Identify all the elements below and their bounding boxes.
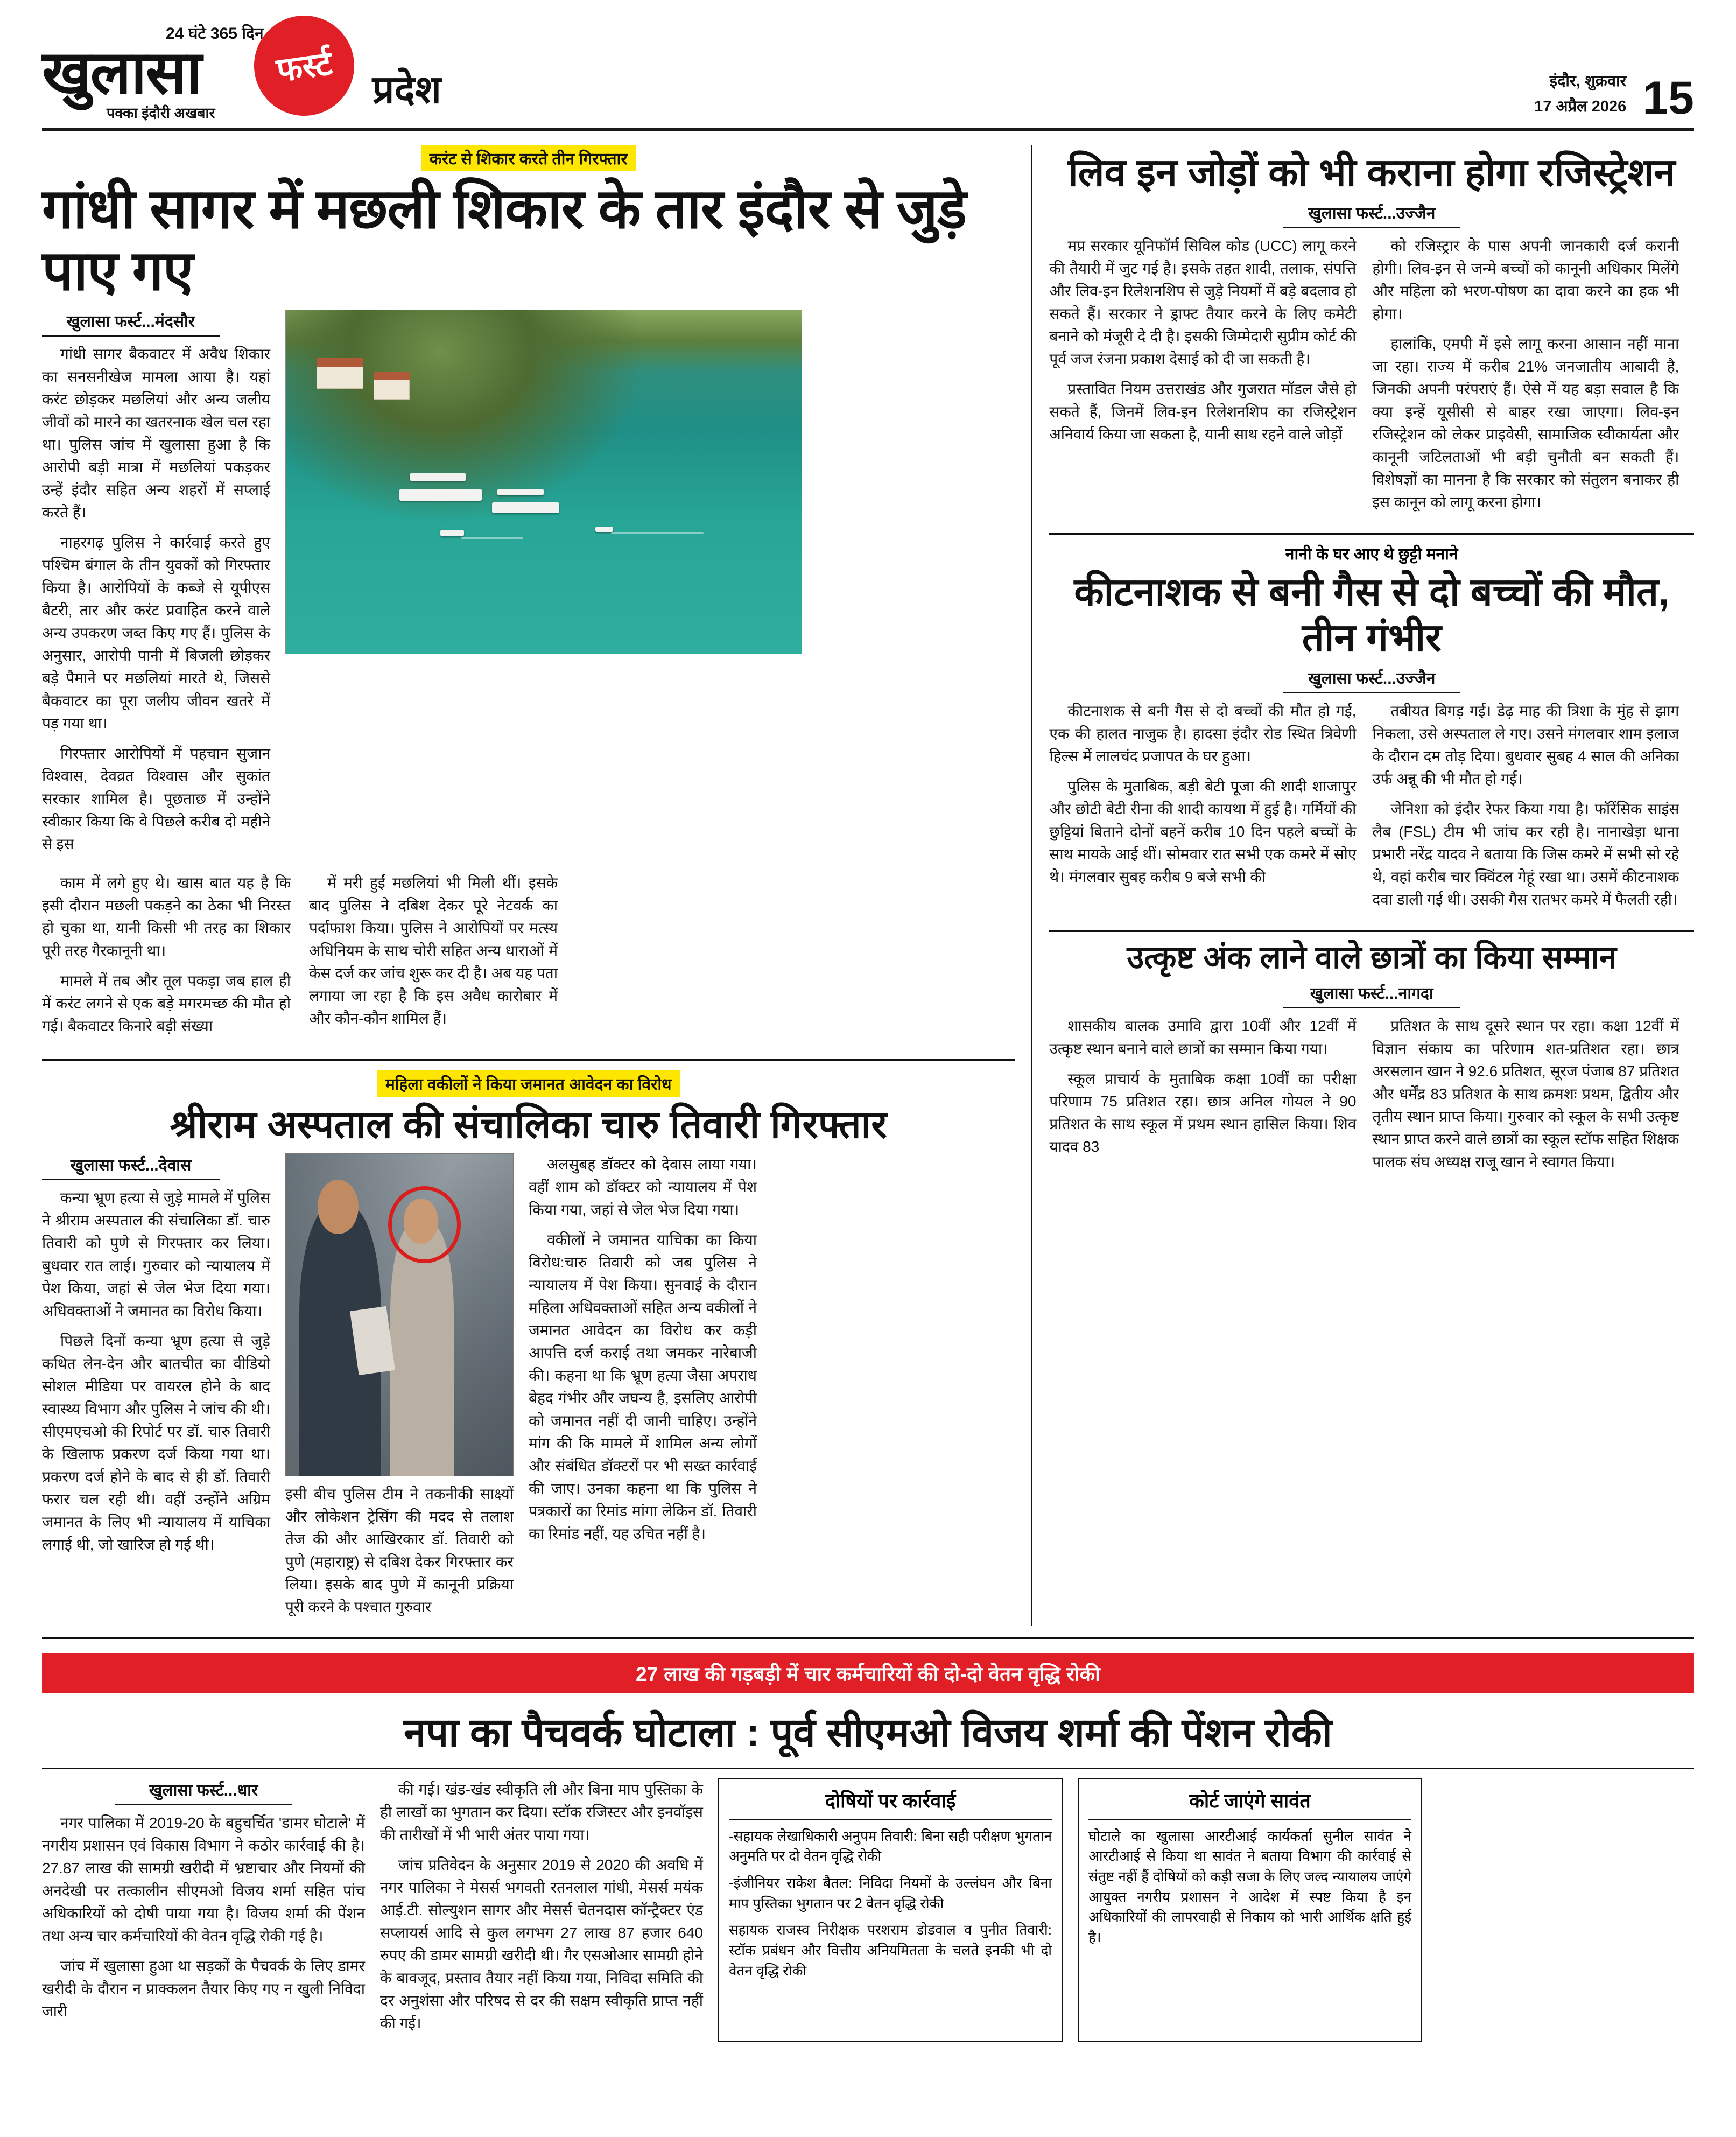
ucc-headline: लिव इन जोड़ों को भी कराना होगा रजिस्ट्रेशन (1068, 151, 1676, 195)
box-action-title: दोषियों पर कार्रवाई (825, 1789, 956, 1812)
edition-date: 17 अप्रैल 2026 (1534, 97, 1627, 115)
divider-2 (1049, 930, 1694, 932)
lead-byline: खुलासा फर्स्ट...मंदसौर (42, 310, 220, 337)
students-para-2: स्कूल प्राचार्य के मुताबिक कक्षा 10वीं का परीक्षा परिणाम 75 प्रतिशत रहा। छात्र अनिल गोयल ने 90 प्रतिशत के साथ स्कूल में प्रथम स्थान हासिल किया। शिव यादव 83 (1049, 1070, 1357, 1155)
bottom-grid (42, 1768, 1694, 2042)
mid-col-3 (529, 1153, 757, 1626)
ucc-para-3: को रजिस्ट्रार के पास अपनी जानकारी दर्ज करानी होगी। लिव-इन से जन्मे बच्चों को कानूनी अधिकार मिलेंगे और महिला को भरण-पोषण का दावा करने का हक भी होगा। (1372, 237, 1679, 322)
mid-headline: श्रीराम अस्पताल की संचालिका चारु तिवारी गिरफ्तार (170, 1103, 887, 1146)
bottom-headline: नपा का पैचवर्क घोटाला : पूर्व सीएमओ विजय शर्मा की पेंशन रोकी (404, 1709, 1332, 1755)
gandhi-sagar-photo (285, 310, 802, 654)
masthead-logo-group (42, 22, 441, 122)
masthead-meta (1534, 69, 1694, 122)
bottom-para-1: नगर पालिका में 2019-20 के बहुचर्चित 'डामर घोटाले' में नगरीय प्रशासन एवं विकास विभाग ने कठोर कार्रवाई की है। 27.87 लाख की सामग्री खरीदी में भ्रष्टाचार और नियमों की अनदेखी पर तत्कालीन सीएमओ विजय शर्मा सहित पांच अधिकारियों को दोषी पाया गया है। विजय शर्मा की पेंशन तथा अन्य चार कर्मचारियों की वेतन वृद्धि रोकी गई है। (42, 1814, 365, 1944)
gas-para-1: कीटनाशक से बनी गैस से दो बच्चों की मौत हो गई, एक की हालत नाजुक है। हादसा इंदौर रोड स्थित त्रिवेणी हिल्स में लालचंद प्रजापत के घर हुआ। (1049, 702, 1357, 765)
bottom-para-4: जांच प्रतिवेदन के अनुसार 2019 से 2020 की अवधि में नगर पालिका ने मेसर्स भगवती रतनलाल गांधी, मेसर्स मयंक आई.टी. सोल्युशन सागर और मेसर्स चेतनदास कॉन्ट्रैक्टर एंड सप्लायर्स आदि से कुल लगभग 27 लाख 87 हजार 640 रुपए की डामर सामग्री खरीदी थी। गैर एसओआर सामग्री होने के बावजूद, प्रस्ताव तैयार नहीं किया गया, निविदा समिति की दर अनुशंसा और परिषद से दर की सक्षम स्वीकृति प्राप्त नहीं की गई। (380, 1856, 703, 2031)
mid-byline: खुलासा फर्स्ट...देवास (42, 1153, 220, 1180)
lead-byline-box (42, 310, 220, 337)
students-headline: उत्कृष्ट अंक लाने वाले छात्रों का किया सम्मान (1127, 940, 1616, 975)
bottom-col-1 (42, 1778, 365, 2042)
ucc-body (1049, 235, 1694, 521)
mid-body (42, 1153, 1015, 1626)
box-court-rule (1088, 1819, 1411, 1820)
ucc-col-2 (1372, 235, 1679, 521)
right-story-ucc (1049, 150, 1694, 521)
edition-date-block (1534, 69, 1626, 119)
gas-col-1 (1049, 700, 1356, 919)
mid-byline-box (42, 1153, 220, 1180)
lead-story (42, 145, 1015, 1045)
bottom-banner: 27 लाख की गड़बड़ी में चार कर्मचारियों की दो-दो वेतन वृद्धि रोकी (42, 1653, 1694, 1693)
lead-kicker: करंट से शिकार करते तीन गिरफ्तार (421, 145, 636, 171)
masthead (42, 22, 1694, 131)
edition-place-day: इंदौर, शुक्रवार (1549, 73, 1627, 90)
lead-headline: गांधी सागर में मछली शिकार के तार इंदौर से जुड़े पाए गए (42, 178, 967, 302)
bottom-para-2: जांच में खुलासा हुआ था सड़कों के पैचवर्क के लिए डामर खरीदी के दौरान न प्राक्कलन तैयार किए गए न खुली निविदा जारी (42, 1957, 365, 2020)
gas-body (1049, 700, 1694, 919)
lead-para-5: मामले में तब और तूल पकड़ा जब हाल ही में करंट लगने से एक बड़े मगरमच्छ की मौत हो गई। बैकवाटर किनारे बड़ी संख्या (42, 972, 291, 1034)
ucc-byline: खुलासा फर्स्ट...उज्जैन (1283, 201, 1460, 228)
right-story-students (1049, 940, 1694, 1181)
mid-para-4: वकीलों ने जमानत याचिका का किया विरोध:चारु तिवारी को जब पुलिस ने न्यायालय में पेश किया। सुनवाई के दौरान महिला अधिवक्ताओं सहित अन्य वकीलों ने जमानत आवेदन का विरोध कर कड़ी आपत्ति दर्ज कराई तथा जमकर नारेबाजी की। कहना था कि भ्रूण हत्या जैसा अपराध बेहद गंभीर और जघन्य है, इसलिए आरोपी को जमानत नहीं दी जानी चाहिए। उन्होंने मांग की कि मामले में शामिल अन्य लोगों और संबंधित डॉक्टरों पर भी सख्त कार्रवाई की जाए। उनका कहना था कि पुलिस ने पत्रकारों का रिमांड मांगा लेकिन डॉ. तिवारी का रिमांड नहीं, यह उचित नहीं है। (529, 1231, 757, 1542)
gas-byline: खुलासा फर्स्ट...उज्जैन (1283, 667, 1460, 693)
left-column (42, 145, 1032, 1626)
box-court-item-1: घोटाले का खुलासा आरटीआई कार्यकर्ता सुनील सावंत ने आरटीआई से किया था सावंत ने बताया विभाग की कार्रवाई से संतुष्ट नहीं हैं दोषियों को कड़ी सजा के लिए जल्द न्यायालय जाएंगे आयुक्त नगरीय प्रशासन ने आदेश में स्पष्ट किया है इन अधिकारियों की लापरवाही से निकाय को भारी आर्थिक क्षति हुई है। (1088, 1827, 1411, 1946)
lead-para-4: काम में लगे हुए थे। खास बात यह है कि इसी दौरान मछली पकड़ने का ठेका भी निरस्त हो चुका था, यानी किसी भी तरह का शिकार पूरी तरह गैरकानूनी था। (42, 874, 291, 959)
masthead-title: खुलासा (42, 39, 201, 106)
ucc-para-1: मप्र सरकार यूनिफॉर्म सिविल कोड (UCC) लागू करने की तैयारी में जुट गई है। इसके तहत शादी, तलाक, संपत्ति और लिव-इन रिलेशनशिप से जुड़े नियमों में बड़े बदलाव हो सकते हैं। सरकार ने ड्राफ्ट तैयार करने के लिए कमेटी बनाने को मंजूरी दे दी है। इसकी जिम्मेदारी सुप्रीम कोर्ट की पूर्व जज रंजना प्रकाश देसाई को दी जा सकती है। (1049, 237, 1357, 367)
lead-text-column (42, 310, 270, 863)
box-action-item-3: सहायक राजस्व निरीक्षक परशराम डोडवाल व पुनीत तिवारी: स्टॉक प्रबंधन और वित्तीय अनियमितता के चलते इनकी भी दो वेतन वृद्धि रोकी (729, 1922, 1052, 1979)
box-court-title: कोर्ट जाएंगे सावंत (1189, 1789, 1311, 1812)
box-action-item-2: -इंजीनियर राकेश बैतल: निविदा नियमों के उल्लंघन और बिना माप पुस्तिका भुगतान पर 2 वेतन वृद्धि रोकी (729, 1875, 1052, 1911)
mid-story (42, 1059, 1015, 1626)
mid-para-2: पिछले दिनों कन्या भ्रूण हत्या से जुड़े कथित लेन-देन और बातचीत का वीडियो सोशल मीडिया पर वायरल होने के बाद स्वास्थ्य विभाग और पुलिस ने जांच की थी। सीएमएचओ की रिपोर्ट पर डॉ. चारु तिवारी के खिलाफ प्रकरण दर्ज किया गया था। प्रकरण दर्ज होने के बाद से ही डॉ. तिवारी फरार चल रही थी। वहीं उन्होंने अग्रिम जमानत के लिए भी न्यायालय में याचिका लगाई थी, जो खारिज हो गई थी। (42, 1332, 270, 1553)
bottom-byline-box (115, 1778, 292, 1805)
gas-col-2 (1372, 700, 1679, 919)
masthead-stamp-badge: फर्स्ट (248, 9, 361, 122)
box-action-item-1: -सहायक लेखाधिकारी अनुपम तिवारी: बिना सही परीक्षण भुगतान अनुमति पर दो वेतन वृद्धि रोकी (729, 1827, 1052, 1865)
divider-1 (1049, 533, 1694, 535)
ucc-byline-box (1283, 201, 1460, 228)
bottom-box-court (1078, 1778, 1422, 2042)
gas-para-2: पुलिस के मुताबिक, बड़ी बेटी पूजा की शादी शाजापुर और छोटी बेटी रीना की शादी कायथा में हुई है। गर्मियों की छुट्टियां बिताने दोनों बहनें करीब 10 दिन पहले बच्चों के साथ मायके आई थीं। सोमवार रात सभी एक कमरे में सोए थे। मंगलवार सुबह करीब 9 बजे सभी की (1049, 777, 1357, 885)
right-column (1032, 145, 1694, 1626)
box-action-rule (729, 1819, 1052, 1820)
section-name: प्रदेश (372, 68, 441, 112)
masthead-tagline-top: 24 घंटे 365 दिन (166, 25, 264, 43)
mid-kicker-wrap (42, 1070, 1015, 1097)
page-content (42, 145, 1694, 1626)
page-number: 15 (1642, 72, 1694, 124)
charu-tiwari-photo (285, 1153, 514, 1476)
ucc-col-1 (1049, 235, 1356, 521)
lead-kicker-wrap (42, 145, 1015, 171)
bottom-para-3: की गई। खंड-खंड स्वीकृति ली और बिना माप पुस्तिका के ही लाखों का भुगतान कर दिया। स्टॉक रजिस्टर और इनवॉइस की तारीखों में भी भारी अंतर पाया गया। (380, 1781, 703, 1843)
students-para-3: प्रतिशत के साथ दूसरे स्थान पर रहा। कक्षा 12वीं में विज्ञान संकाय का परिणाम शत-प्रतिशत रहा। छात्र अरसलान खान ने 92.6 प्रतिशत, सूरज पंजाब 87 प्रतिशत और धर्मेंद्र 83 प्रतिशत के साथ क्रमशः प्रथम, द्वितीय और तृतीय स्थान प्राप्त किया। गुरुवार को स्कूल के सभी उत्कृष्ट स्थान प्राप्त करने वाले छात्रों का स्कूल स्टॉफ सहित शिक्षक पालक संघ अध्यक्ष राजू खान ने स्वागत किया। (1372, 1018, 1679, 1171)
bottom-col-2 (380, 1778, 703, 2042)
lead-body (42, 310, 1015, 863)
gas-para-3: तबीयत बिगड़ गई। डेढ़ माह की त्रिशा के मुंह से झाग निकला, उसे अस्पताल ले गए। उसने मंगलवार शाम इलाज के दौरान दम तोड़ दिया। बुधवार सुबह 4 साल की अनिका उर्फ अन्नू की भी मौत हो गई। (1372, 702, 1679, 787)
bottom-rule (42, 1637, 1694, 1639)
bottom-box-action (718, 1778, 1063, 2042)
lead-cont-col-1 (42, 872, 291, 1045)
highlight-circle (388, 1186, 461, 1264)
ucc-para-2: प्रस्तावित नियम उत्तराखंड और गुजरात मॉडल जैसे हो सकते हैं, जिनमें लिव-इन रिलेशनशिप का रजिस्ट्रेशन अनिवार्य किया जा सकता है, यानी साथ रहने वाले जोड़ों (1049, 380, 1357, 443)
mid-photo-caption: इसी बीच पुलिस टीम ने तकनीकी साक्ष्यों और लोकेशन ट्रेसिंग की मदद से तलाश तेज की और आखिरकार डॉ. तिवारी को पुणे (महाराष्ट्र) से दबिश देकर गिरफ्तार कर लिया। इसके बाद पुणे में कानूनी प्रक्रिया पूरी करने के पश्चात गुरुवार (285, 1485, 514, 1615)
logo-wrap (42, 22, 273, 122)
students-body (1049, 1015, 1694, 1181)
students-col-1 (1049, 1015, 1356, 1181)
mid-para-1: कन्या भ्रूण हत्या से जुड़े मामले में पुलिस ने श्रीराम अस्पताल की संचालिका डॉ. चारु तिवारी को पुणे से गिरफ्तार कर लिया। बुधवार रात लाई। गुरुवार को न्यायालय में पेश किया, जहां से जेल भेज दिया गया। अधिवक्ताओं ने जमानत का विरोध किया। (42, 1189, 270, 1319)
students-byline: खुलासा फर्स्ट...नागदा (1283, 982, 1460, 1008)
lead-para-1: गांधी सागर बैकवाटर में अवैध शिकार का सनसनीखेज मामला आया है। यहां करंट छोड़कर मछलियां और अन्य जलीय जीवों को मारने का खतरनाक खेल चल रहा था। पुलिस जांच में खुलासा हुआ है कि आरोपी बड़ी मात्रा में मछलियां पकड़कर उन्हें इंदौर सहित अन्य शहरों में सप्लाई करते हैं। (42, 345, 270, 521)
lead-para-3: गिरफ्तार आरोपियों में पहचान सुजान विश्वास, देवव्रत विश्वास और सुकांत सरकार शामिल है। पूछताछ में उन्होंने स्वीकार किया कि वे पिछले करीब दो महीने से इस (42, 745, 270, 852)
mid-col-1 (42, 1153, 270, 1626)
gas-kicker: नानी के घर आए थे छुट्टी मनाने (1285, 545, 1458, 563)
gas-para-4: जेनिशा को इंदौर रेफर किया गया है। फॉरेंसिक साइंस लैब (FSL) टीम भी जांच कर रही है। नानाखेड़ा थाना प्रभारी नरेंद्र यादव ने बताया कि जिस कमरे में सभी सो रहे थे, वहां करीब चार क्विंटल गेहूं रखा था। उसमें कीटनाशक दवा डाली गई थी। उसकी गैस रातभर कमरे में फैलती रही। (1372, 800, 1679, 908)
lead-continuation (42, 872, 1015, 1045)
lead-para-6: में मरी हुईं मछलियां भी मिली थीं। इसके बाद पुलिस ने दबिश देकर पूरे नेटवर्क का पर्दाफाश किया। पुलिस ने आरोपियों पर मत्स्य अधिनियम के साथ चोरी सहित अन्य धाराओं में केस दर्ज कर जांच शुरू कर दी है। अब यह पता लगाया जा रहा है कि इस अवैध कारोबार में और कौन-कौन शामिल हैं। (309, 874, 558, 1027)
gas-byline-box (1283, 667, 1460, 693)
students-para-1: शासकीय बालक उमावि द्वारा 10वीं और 12वीं में उत्कृष्ट स्थान बनाने वाले छात्रों का सम्मान किया गया। (1049, 1018, 1357, 1057)
ucc-para-4: हालांकि, एमपी में इसे लागू करना आसान नहीं माना जा रहा। राज्य में करीब 21% जनजातीय आबादी है, जिनकी अपनी परंपराएं हैं। ऐसे में यह बड़ा सवाल है कि क्या इन्हें यूसीसी से बाहर रखा जाएगा। लिव-इन रजिस्ट्रेशन को लेकर प्राइवेसी, सामाजिक स्वीकार्यता और कानूनी जटिलताओं भी बड़ी चुनौती बन सकती हैं। विशेषज्ञों का मानना है कि सरकार को संतुलन बनाकर ही इस कानून को लागू करना होगा। (1372, 335, 1679, 510)
mid-kicker: महिला वकीलों ने किया जमानत आवेदन का विरोध (377, 1070, 680, 1097)
right-story-gas (1049, 542, 1694, 919)
students-col-2 (1372, 1015, 1679, 1181)
lead-cont-col-2 (309, 872, 558, 1045)
gas-headline: कीटनाशक से बनी गैस से दो बच्चों की मौत, तीन गंभीर (1074, 570, 1669, 660)
lead-para-2: नाहरगढ़ पुलिस ने कार्रवाई करते हुए पश्चिम बंगाल के तीन युवकों को गिरफ्तार किया है। आरोपियों के कब्जे से यूपीएस बैटरी, तार और करंट प्रवाहित करने वाले अन्य उपकरण जब्त किए गए हैं। पुलिस के अनुसार, आरोपी पानी में बिजली छोड़कर बड़े पैमाने पर मछलियां मारते थे, जिससे बैकवाटर का पूरा जलीय जीवन खतरे में पड़ गया था। (42, 534, 270, 732)
mid-col-photo (285, 1153, 514, 1626)
bottom-byline: खुलासा फर्स्ट...धार (115, 1778, 292, 1805)
masthead-subtitle: पक्का इंदौरी अखबार (107, 105, 215, 122)
lead-photo-wrap (285, 310, 802, 863)
students-byline-box (1283, 982, 1460, 1008)
mid-para-3: अलसुबह डॉक्टर को देवास लाया गया। वहीं शाम को डॉक्टर को न्यायालय में पेश किया गया, जहां से जेल भेज दिया गया। (529, 1155, 757, 1218)
